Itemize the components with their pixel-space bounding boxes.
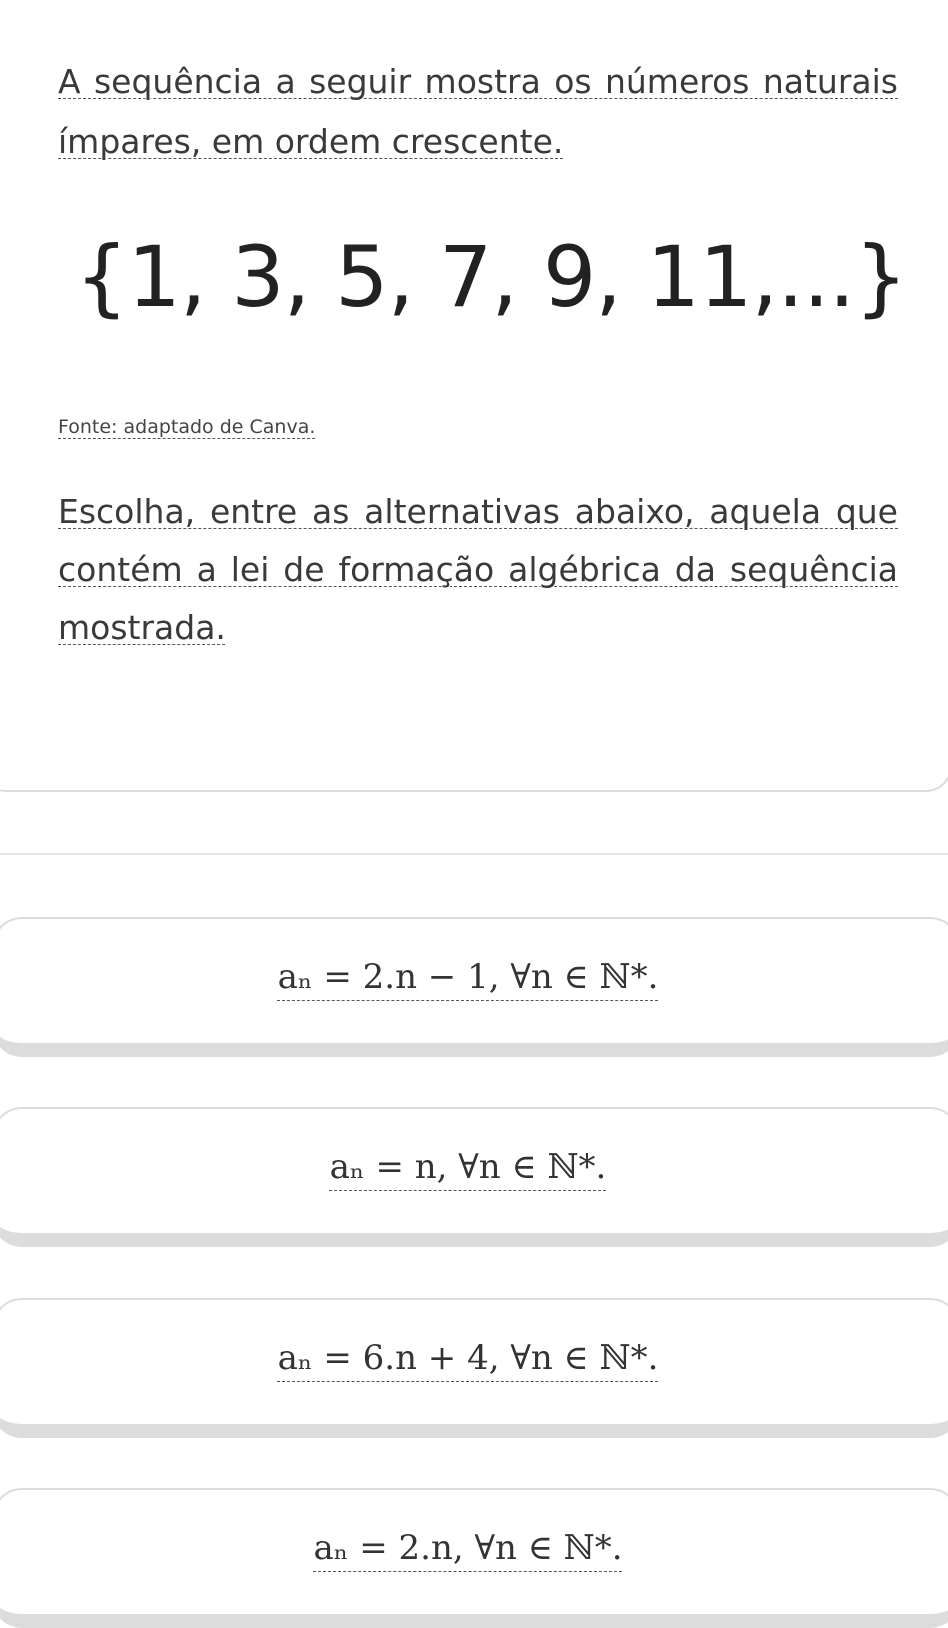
instruction-text: Escolha, entre as alternativas abaixo, aquela que contém a lei de formação algébrica da sequência mostrada. [58, 492, 898, 647]
option-a-label: aₙ = 2.n − 1, ∀n ∈ ℕ*. [277, 957, 659, 997]
source-text: Fonte: adaptado de Canva. [58, 416, 316, 438]
option-c[interactable] [0, 1298, 948, 1438]
option-d-label: aₙ = 2.n, ∀n ∈ ℕ*. [313, 1528, 623, 1568]
source-caption [58, 412, 315, 442]
option-b[interactable] [0, 1107, 948, 1247]
option-a[interactable] [0, 917, 948, 1057]
odd-number-sequence: {1, 3, 5, 7, 9, 11,...} [75, 228, 907, 326]
divider [0, 853, 948, 855]
question-intro [58, 52, 898, 172]
option-b-label: aₙ = n, ∀n ∈ ℕ*. [329, 1147, 607, 1187]
option-c-label: aₙ = 6.n + 4, ∀n ∈ ℕ*. [277, 1338, 659, 1378]
intro-text: A sequência a seguir mostra os números naturais ímpares, em ordem crescente. [58, 62, 898, 161]
answer-area [0, 700, 948, 792]
option-d[interactable] [0, 1488, 948, 1628]
question-instruction [58, 483, 898, 657]
